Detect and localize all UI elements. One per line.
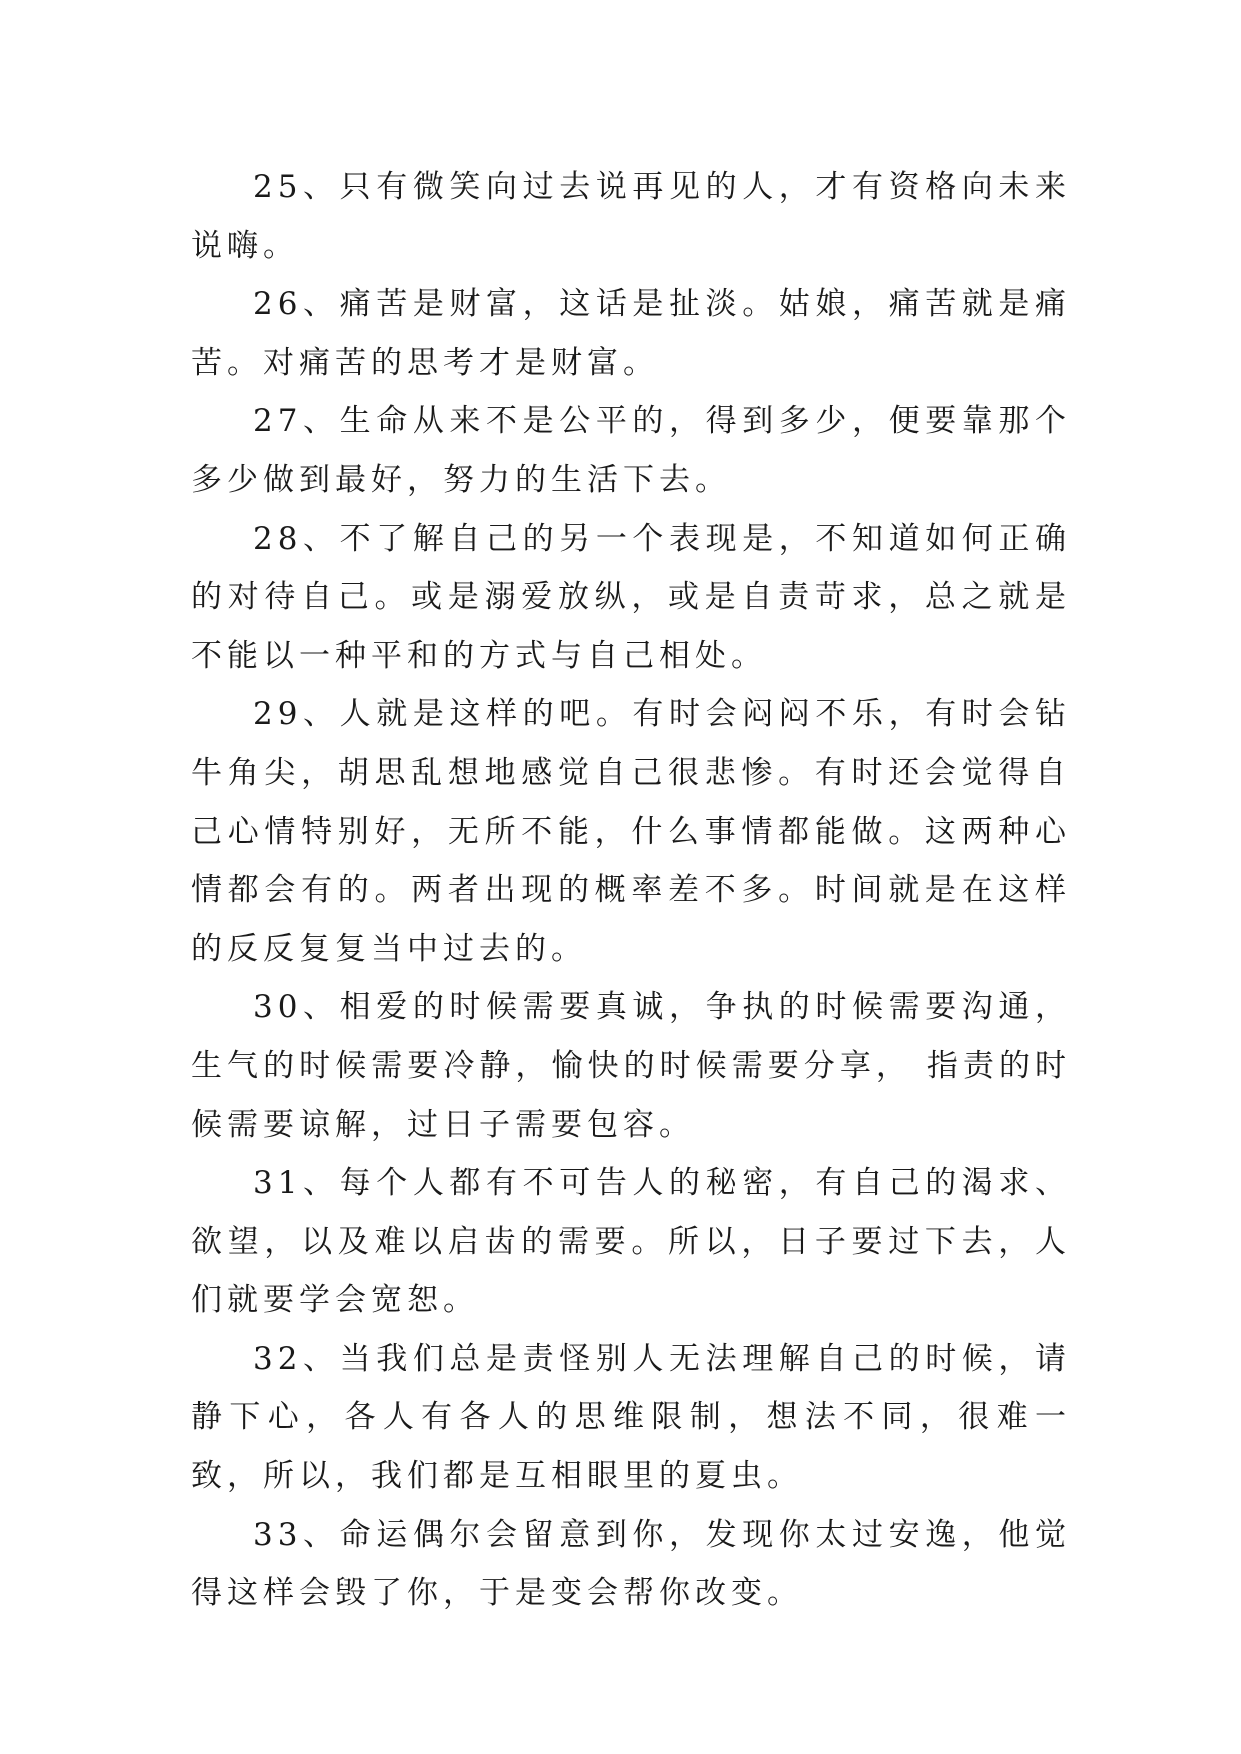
quote-paragraph-27: 27、生命从来不是公平的，得到多少，便要靠那个多少做到最好，努力的生活下去。: [191, 403, 1071, 498]
quote-paragraph-28: 28、不了解自己的另一个表现是，不知道如何正确的对待自己。或是溺爱放纵，或是自责苛求，总之就是不能以一种平和的方式与自己相处。: [191, 520, 1071, 674]
quote-paragraph-32: 32、当我们总是责怪别人无法理解自己的时候，请静下心，各人有各人的思维限制，想法不同，很难一致，所以，我们都是互相眼里的夏虫。: [191, 1340, 1071, 1495]
quote-paragraph-26: 26、痛苦是财富，这话是扯淡。姑娘，痛苦就是痛苦。对痛苦的思考才是财富。: [191, 286, 1071, 381]
quote-paragraph-29: 29、人就是这样的吧。有时会闷闷不乐，有时会钻牛角尖，胡思乱想地感觉自己很悲惨。有时还会觉得自己心情特别好，无所不能，什么事情都能做。这两种心情都会有的。两者出现的概率差不多。时间就是在这样的反反复复当中过去的。: [191, 696, 1071, 967]
quote-paragraph-25: 25、只有微笑向过去说再见的人，才有资格向未来说嗨。: [191, 169, 1071, 264]
quote-list: [191, 158, 1071, 1623]
quote-paragraph-33: 33、命运偶尔会留意到你，发现你太过安逸，他觉得这样会毁了你，于是变会帮你改变。: [191, 1516, 1071, 1612]
quote-paragraph-31: 31、每个人都有不可告人的秘密，有自己的渴求、欲望，以及难以启齿的需要。所以，日子要过下去，人们就要学会宽恕。: [191, 1165, 1071, 1319]
quote-paragraph-30: 30、相爱的时候需要真诚，争执的时候需要沟通， 生气的时候需要冷静，愉快的时候需要分享， 指责的时候需要谅解，过日子需要包容。: [191, 989, 1071, 1143]
